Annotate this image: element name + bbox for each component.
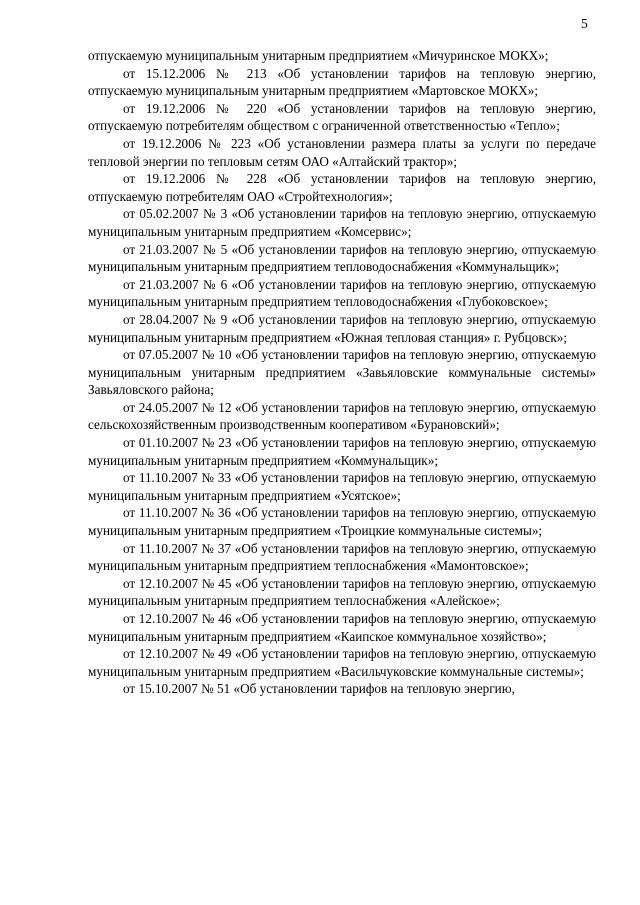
paragraph: отпускаемую муниципальным унитарным предприятием «Мичуринское МОКХ»; <box>88 48 549 63</box>
paragraph: от 07.05.2007 № 10 «Об установлении тарифов на тепловую энергию, отпускаемую муниципальным унитарным предприятием «Завьяловские коммунальные системы» Завьяловского района; <box>88 347 596 398</box>
page-number: 5 <box>581 16 588 31</box>
paragraph: от 19.12.2006 № 220 «Об установлении тарифов на тепловую энергию, отпускаемую потребителям обществом с ограниченной ответственностью «Тепло»; <box>88 100 596 134</box>
paragraph: от 15.10.2007 № 51 «Об установлении тарифов на тепловую энергию, <box>123 681 515 697</box>
paragraph: от 12.10.2007 № 49 «Об установлении тарифов на тепловую энергию, отпускаемую муниципальным унитарным предприятием «Васильчуковские коммунальные системы»; <box>88 646 596 679</box>
document-body <box>88 47 596 698</box>
paragraph: от 12.10.2007 № 45 «Об установлении тарифов на тепловую энергию, отпускаемую муниципальным унитарным предприятием теплоснабжения «Алейское»; <box>88 575 596 609</box>
paragraph: от 24.05.2007 № 12 «Об установлении тарифов на тепловую энергию, отпускаемую сельскохозяйственным производственным кооперативом «Бурановский»; <box>88 399 596 433</box>
paragraph: от 19.12.2006 № 223 «Об установлении размера платы за услуги по передаче тепловой энергии по тепловым сетям ОАО «Алтайский трактор»; <box>88 135 596 169</box>
paragraph: от 21.03.2007 № 5 «Об установлении тарифов на тепловую энергию, отпускаемую муниципальным унитарным предприятием тепловодоснабжения «Коммунальщик»; <box>88 241 596 275</box>
paragraph: от 01.10.2007 № 23 «Об установлении тарифов на тепловую энергию, отпускаемую муниципальным унитарным предприятием «Коммунальщик»; <box>88 435 596 468</box>
paragraph: от 15.12.2006 № 213 «Об установлении тарифов на тепловую энергию, отпускаемую муниципальным унитарным предприятием «Мартовское МОКХ»; <box>88 65 596 99</box>
paragraph: от 19.12.2006 № 228 «Об установлении тарифов на тепловую энергию, отпускаемую потребителям ОАО «Стройтехнология»; <box>88 171 596 204</box>
paragraph: от 11.10.2007 № 33 «Об установлении тарифов на тепловую энергию, отпускаемую муниципальным унитарным предприятием «Усятское»; <box>88 470 596 503</box>
paragraph: от 11.10.2007 № 37 «Об установлении тарифов на тепловую энергию, отпускаемую муниципальным унитарным предприятием теплоснабжения «Мамонтовское»; <box>88 540 596 574</box>
paragraph: от 05.02.2007 № 3 «Об установлении тарифов на тепловую энергию, отпускаемую муниципальным унитарным предприятием «Комсервис»; <box>88 206 596 239</box>
paragraph: от 11.10.2007 № 36 «Об установлении тарифов на тепловую энергию, отпускаемую муниципальным унитарным предприятием «Троицкие коммунальные системы»; <box>88 505 596 539</box>
paragraph: от 21.03.2007 № 6 «Об установлении тарифов на тепловую энергию, отпускаемую муниципальным унитарным предприятием тепловодоснабжения «Глубоковское»; <box>88 276 596 310</box>
paragraph: от 28.04.2007 № 9 «Об установлении тарифов на тепловую энергию, отпускаемую муниципальным унитарным предприятием «Южная тепловая станция» г. Рубцовск»; <box>88 311 596 345</box>
paragraph: от 12.10.2007 № 46 «Об установлении тарифов на тепловую энергию, отпускаемую муниципальным унитарным предприятием «Каипское коммунальное хозяйство»; <box>88 611 596 644</box>
